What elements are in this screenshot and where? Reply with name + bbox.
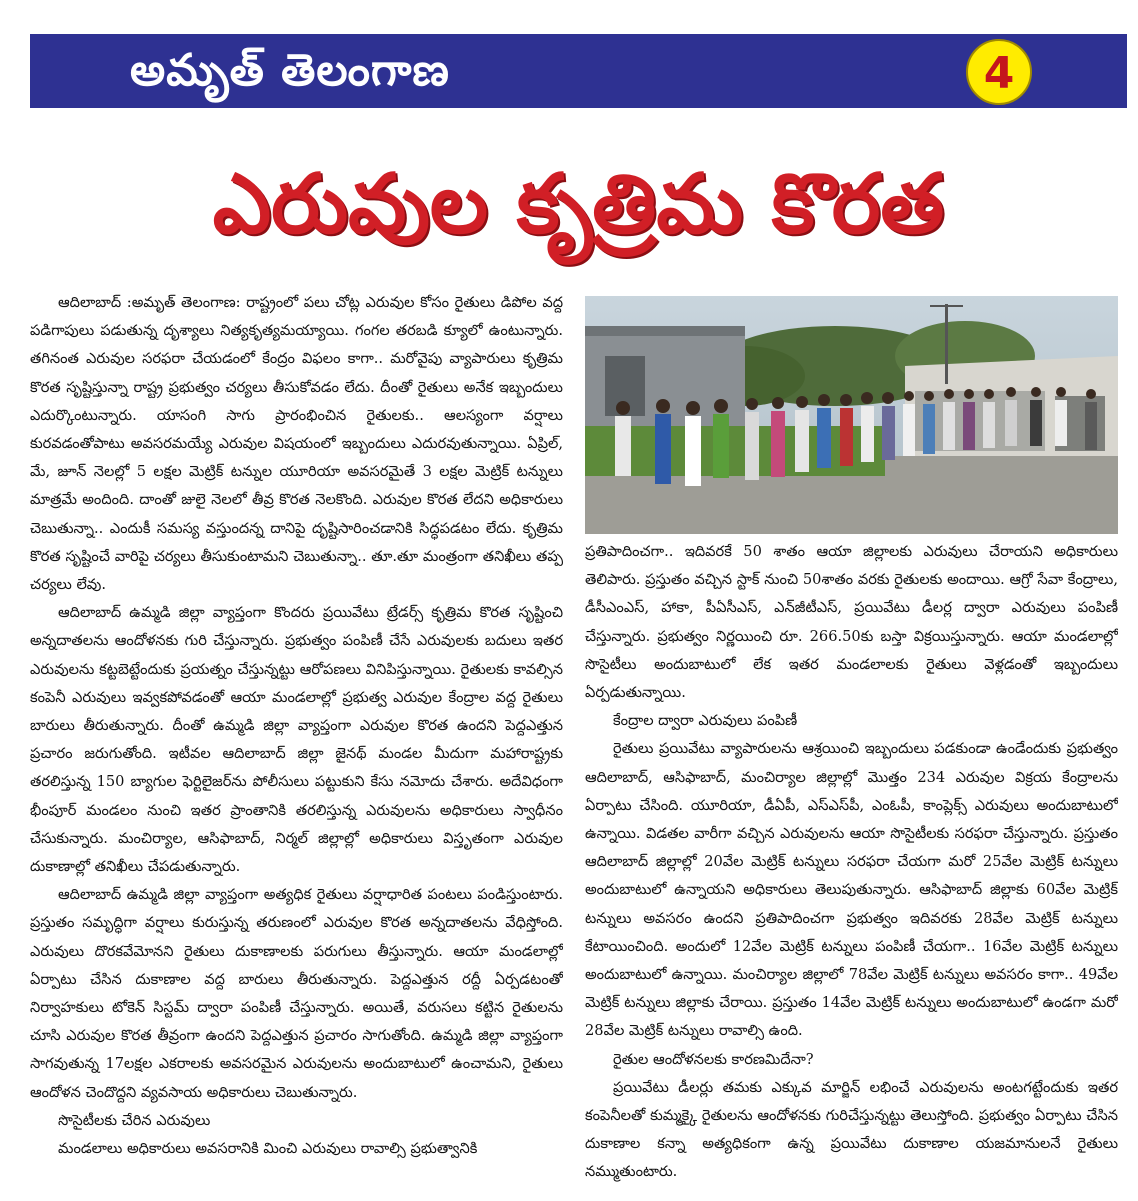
article-column-right bbox=[585, 538, 1118, 1201]
paragraph: ఆదిలాబాద్ :అమృత్ తెలంగాణ: రాష్ట్రంలో పలు చోట్ల ఎరువుల కోసం రైతులు డిపోల వద్ద పడిగాపులు పడుతున్న దృశ్యాలు నిత్యకృత్యమయ్యాయి. గంగల తరబడి క్యూలో ఉంటున్నారు. తగినంత ఎరువుల సరఫరా చేయడంలో కేంద్రం విఫలం కాగా.. మరోవైపు వ్యాపారులు కృత్రిమ కొరత సృష్టిస్తున్నా రాష్ట్ర ప్రభుత్వం చర్యలు తీసుకోవడం లేదు. దీంతో రైతులు అనేక ఇబ్బందులు ఎదుర్కొంటున్నారు. యాసంగి సాగు ప్రారంభించిన రైతులకు.. ఆలస్యంగా వర్షాలు కురవడంతోపాటు అవసరమయ్యే ఎరువుల విషయంలో ఇబ్బందులు ఎదురవుతున్నాయి. ఏప్రిల్, మే, జూన్ నెలల్లో 5 లక్షల మెట్రిక్ టన్నుల యూరియా అవసరమైతే 3 లక్షల మెట్రిక్ టన్నులు మాత్రమే అందింది. దాంతో జులై నెలలో తీవ్ర కొరత నెలకొంది. ఎరువుల కొరత లేదని అధికారులు చెబుతున్నా.. ఎందుకీ సమస్య వస్తుందన్న దానిపై దృష్టిసారించడానికి సిద్ధపడటం లేదు. కృత్రిమ కొరత సృష్టించే వారిపై చర్యలు తీసుకుంటామని చెబుతున్నా.. తూ.తూ మంత్రంగా తనిఖీలు తప్ప చర్యలు లేవు. bbox=[30, 294, 563, 594]
subheading: రైతుల ఆందోళనలకు కారణమిదేనా? bbox=[613, 1050, 814, 1068]
subheading: కేంద్రాల ద్వారా ఎరువులు పంపిణీ bbox=[613, 712, 798, 730]
farmers-queue-photo bbox=[585, 296, 1118, 534]
article-column-left bbox=[30, 289, 563, 1201]
paragraph: ప్రయివేటు డీలర్లు తమకు ఎక్కువ మార్జిన్ లభించే ఎరువులను అంటగట్టేందుకు ఇతర కంపెనీలతో కుమ్మక్కై రైతులను ఆందోళనకు గురిచేస్తున్నట్టు తెలుస్తోంది. ప్రభుత్వం ఏర్పాటు చేసిన దుకాణాల కన్నా అత్యధికంగా ఉన్న ప్రయివేటు దుకాణాల యజమానులనే రైతులు నమ్ముతుంటారు. bbox=[585, 1078, 1118, 1181]
paragraph: ఆదిలాబాద్ ఉమ్మడి జిల్లా వ్యాప్తంగా అత్యధిక రైతులు వర్షాధారిత పంటలు పండిస్తుంటారు. ప్రస్తుతం సమృద్ధిగా వర్షాలు కురుస్తున్న తరుణంలో ఎరువుల కొరత అన్నదాతలను వేధిస్తోంది. ఎరువులు దొరకవేమోనని రైతులు దుకాణాలకు పరుగులు తీస్తున్నారు. ఆయా మండలాల్లో ఏర్పాటు చేసిన దుకాణాల వద్ద బారులు తీరుతున్నారు. పెద్దఎత్తున రద్దీ ఏర్పడటంతో నిర్వాహకులు టోకెన్ సిస్టమ్ ద్వారా పంపిణీ చేస్తున్నారు. అయితే, వరుసలు కట్టిన రైతులను చూసి ఎరువుల కొరత తీవ్రంగా ఉందని పెద్దఎత్తున ప్రచారం సాగుతోంది. ఉమ్మడి జిల్లా వ్యాప్తంగా సాగవుతున్న 17లక్షల ఎకరాలకు అవసరమైన ఎరువులను అందుబాటులో ఉంచామని, రైతులు ఆందోళన చెందొద్దని వ్యవసాయ అధికారులు చెబుతున్నారు. bbox=[30, 886, 563, 1101]
paragraph: మండలాలు అధికారులు అవసరానికి మించి ఎరువులు రావాల్సి ప్రభుత్వానికి bbox=[58, 1140, 478, 1158]
paragraph: ఆదిలాబాద్ ఉమ్మడి జిల్లా వ్యాప్తంగా కొందరు ప్రయివేటు ట్రేడర్స్ కృత్రిమ కొరత సృష్టించి అన్నదాతలను ఆందోళనకు గురి చేస్తున్నారు. ప్రభుత్వం పంపిణీ చేసే ఎరువులకు బదులు ఇతర ఎరువులను కట్టబెట్టేందుకు ప్రయత్నం చేస్తున్నట్టు ఆరోపణలు వినిపిస్తున్నాయి. రైతులకు కావల్సిన కంపెనీ ఎరువులు ఇవ్వకపోవడంతో ఆయా మండలాల్లో ప్రభుత్వ ఎరువుల కేంద్రాల వద్ద రైతులు బారులు తీరుతున్నారు. దీంతో ఉమ్మడి జిల్లా వ్యాప్తంగా ఎరువుల కొరత ఉందని పెద్దఎత్తున ప్రచారం జరుగుతోంది. ఇటీవల ఆదిలాబాద్ జిల్లా జైనథ్ మండల మీదుగా మహారాష్ట్రకు తరలిస్తున్న 150 బ్యాగుల ఫెర్టిలైజర్‌ను పోలీసులు పట్టుకుని కేసు నమోదు చేశారు. అదేవిధంగా భీంపూర్ మండలం నుంచి ఇతర ప్రాంతానికి తరలిస్తున్న ఎరువులను అధికారులు స్వాధీనం చేసుకున్నారు. మంచిర్యాల, ఆసిఫాబాద్, నిర్మల్ జిల్లాల్లో అధికారులు విస్తృతంగా ఎరువుల దుకాణాల్లో తనిఖీలు చేపడుతున్నారు. bbox=[30, 604, 563, 876]
newspaper-brand: అమృత్ తెలంగాణ bbox=[130, 45, 450, 96]
paragraph: ప్రతిపాదించగా.. ఇదివరకే 50 శాతం ఆయా జిల్లాలకు ఎరువులు చేరాయని అధికారులు తెలిపారు. ప్రస్తుతం వచ్చిన స్టాక్ నుంచి 50శాతం వరకు రైతులకు అందాయి. ఆగ్రో సేవా కేంద్రాలు, డీసీఎంఎస్, హాకా, పీఏసీఎస్, ఎన్‌జీటీఎస్, ప్రయివేటు డీలర్ల ద్వారా ఎరువులు పంపిణీ చేస్తున్నారు. ప్రభుత్వం నిర్ణయించి రూ. 266.50కు బస్తా విక్రయిస్తున్నారు. ఆయా మండలాల్లో సొసైటీలు అందుబాటులో లేక ఇతర మండలాలకు రైతులు వెళ్లడంతో ఇబ్బందులు ఏర్పడుతున్నాయి. bbox=[585, 543, 1118, 702]
subheading: సొసైటీలకు చేరిన ఎరువులు bbox=[58, 1111, 211, 1129]
photo-illustration bbox=[585, 296, 1118, 534]
masthead-band bbox=[30, 34, 1127, 108]
page-number-badge: 4 bbox=[966, 39, 1032, 105]
paragraph: రైతులు ప్రయివేటు వ్యాపారులను ఆశ్రయించి ఇబ్బందులు పడకుండా ఉండేందుకు ప్రభుత్వం ఆదిలాబాద్, ఆసిఫాబాద్, మంచిర్యాల జిల్లాల్లో మొత్తం 234 ఎరువుల విక్రయ కేంద్రాలను ఏర్పాటు చేసింది. యూరియా, డీఏపీ, ఎస్ఎస్‌పీ, ఎంఓపీ, కాంప్లెక్స్ ఎరువులు అందుబాటులో ఉన్నాయి. విడతల వారీగా వచ్చిన ఎరువులను ఆయా సొసైటీలకు సరఫరా చేస్తున్నారు. ప్రస్తుతం ఆదిలాబాద్ జిల్లాల్లో 20వేల మెట్రిక్ టన్నులు సరఫరా చేయగా మరో 25వేల మెట్రిక్ టన్నులు అందుబాటులో ఉన్నాయని అధికారులు తెలుపుతున్నారు. ఆసిఫాబాద్ జిల్లాకు 60వేల మెట్రిక్ టన్నులు అవసరం ఉందని ప్రతిపాదించగా ప్రభుత్వం ఇదివరకు 28వేల మెట్రిక్ టన్నులు కేటాయించింది. అందులో 12వేల మెట్రిక్ టన్నులు పంపిణీ చేయగా.. 16వేల మెట్రిక్ టన్నులు అందుబాటులో ఉన్నాయి. మంచిర్యాల జిల్లాలో 78వేల మెట్రిక్ టన్నులు అవసరం కాగా.. 49వేల మెట్రిక్ టన్నులు జిల్లాకు చేరాయి. ప్రస్తుతం 14వేల మెట్రిక్ టన్నులు అందుబాటులో ఉండగా మరో 28వేల మెట్రిక్ టన్నులు రావాల్సి ఉంది. bbox=[585, 740, 1118, 1040]
headline: ఎరువుల కృత్రిమ కొరత bbox=[212, 157, 945, 252]
